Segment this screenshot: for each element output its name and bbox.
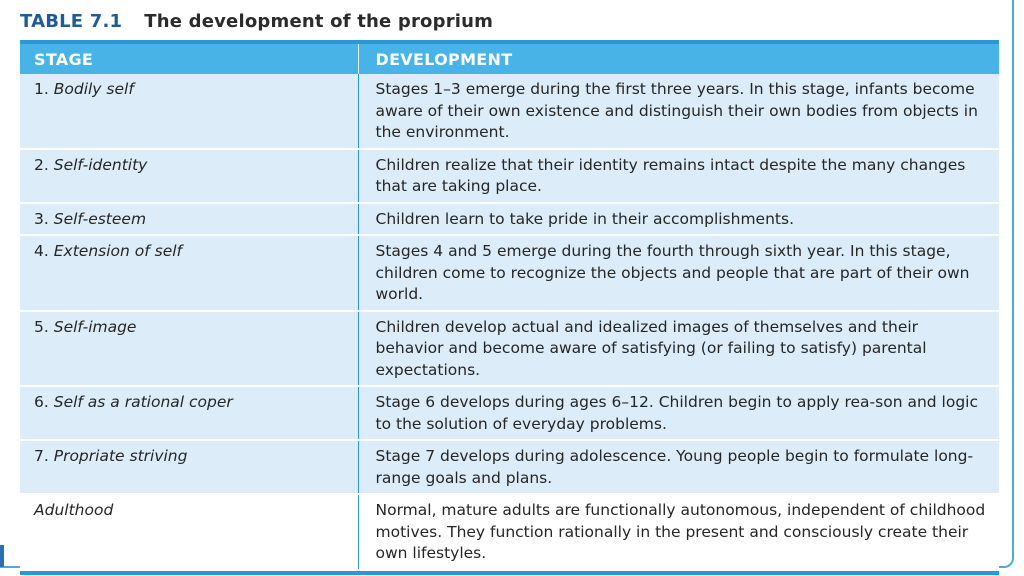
stage-cell <box>20 386 358 440</box>
stage-name: Adulthood <box>34 501 114 519</box>
stage-name: Self-identity <box>53 155 148 174</box>
table-header-row <box>20 44 999 74</box>
stage-number: 3. <box>34 209 49 228</box>
table-row <box>20 440 999 494</box>
stage-cell <box>20 74 358 149</box>
development-cell: Stage 6 develops during ages 6–12. Children begin to apply rea-son and logic to the solution of everyday problems. <box>358 386 999 440</box>
stage-cell <box>20 203 358 236</box>
stage-name: Self-esteem <box>53 209 147 228</box>
table-title: The development of the proprium <box>144 10 494 32</box>
stage-cell <box>20 494 358 570</box>
stage-number: 6. <box>34 393 49 411</box>
table-row <box>20 494 999 570</box>
stage-name: Self as a rational coper <box>53 393 233 411</box>
development-cell: Stages 4 and 5 emerge during the fourth through sixth year. In this stage, children come to recognize the objects and people that are part of their own world. <box>358 235 999 311</box>
table-row <box>20 311 999 387</box>
column-header-stage: STAGE <box>20 44 358 74</box>
slide-edge-mark <box>0 545 4 567</box>
development-cell: Children develop actual and idealized images of themselves and their behavior and become aware of satisfying (or failing to satisfy) parental expectations. <box>358 311 999 387</box>
table-row <box>20 74 999 149</box>
stage-name: Bodily self <box>53 80 134 98</box>
column-header-development: DEVELOPMENT <box>358 44 999 74</box>
development-cell: Children learn to take pride in their accomplishments. <box>358 203 999 236</box>
development-cell: Children realize that their identity remains intact despite the many changes that are taking place. <box>358 149 999 203</box>
stage-cell <box>20 311 358 387</box>
development-cell: Stages 1–3 emerge during the first three years. In this stage, infants become aware of their own existence and distinguish their own bodies from objects in the environment. <box>358 74 999 149</box>
stage-name: Propriate striving <box>53 447 188 465</box>
stage-number: 1. <box>34 80 49 98</box>
development-cell: Normal, mature adults are functionally autonomous, independent of childhood motives. They function rationally in the present and consciously create their own lifestyles. <box>358 494 999 570</box>
stage-name: Extension of self <box>53 242 182 260</box>
development-cell: Stage 7 develops during adolescence. Young people begin to formulate long-range goals and plans. <box>358 440 999 494</box>
table-caption <box>20 6 493 36</box>
stage-cell <box>20 440 358 494</box>
stage-number: 7. <box>34 447 49 465</box>
proprium-table <box>20 40 999 575</box>
stage-number: 4. <box>34 242 49 260</box>
stage-cell <box>20 149 358 203</box>
table-row <box>20 235 999 311</box>
table-row <box>20 203 999 236</box>
stage-number: 5. <box>34 317 49 336</box>
stage-number: 2. <box>34 155 49 174</box>
table-row <box>20 386 999 440</box>
stage-cell <box>20 235 358 311</box>
stages-table <box>20 44 999 571</box>
stage-name: Self-image <box>53 317 137 336</box>
table-row <box>20 149 999 203</box>
table-number: TABLE 7.1 <box>20 10 123 32</box>
